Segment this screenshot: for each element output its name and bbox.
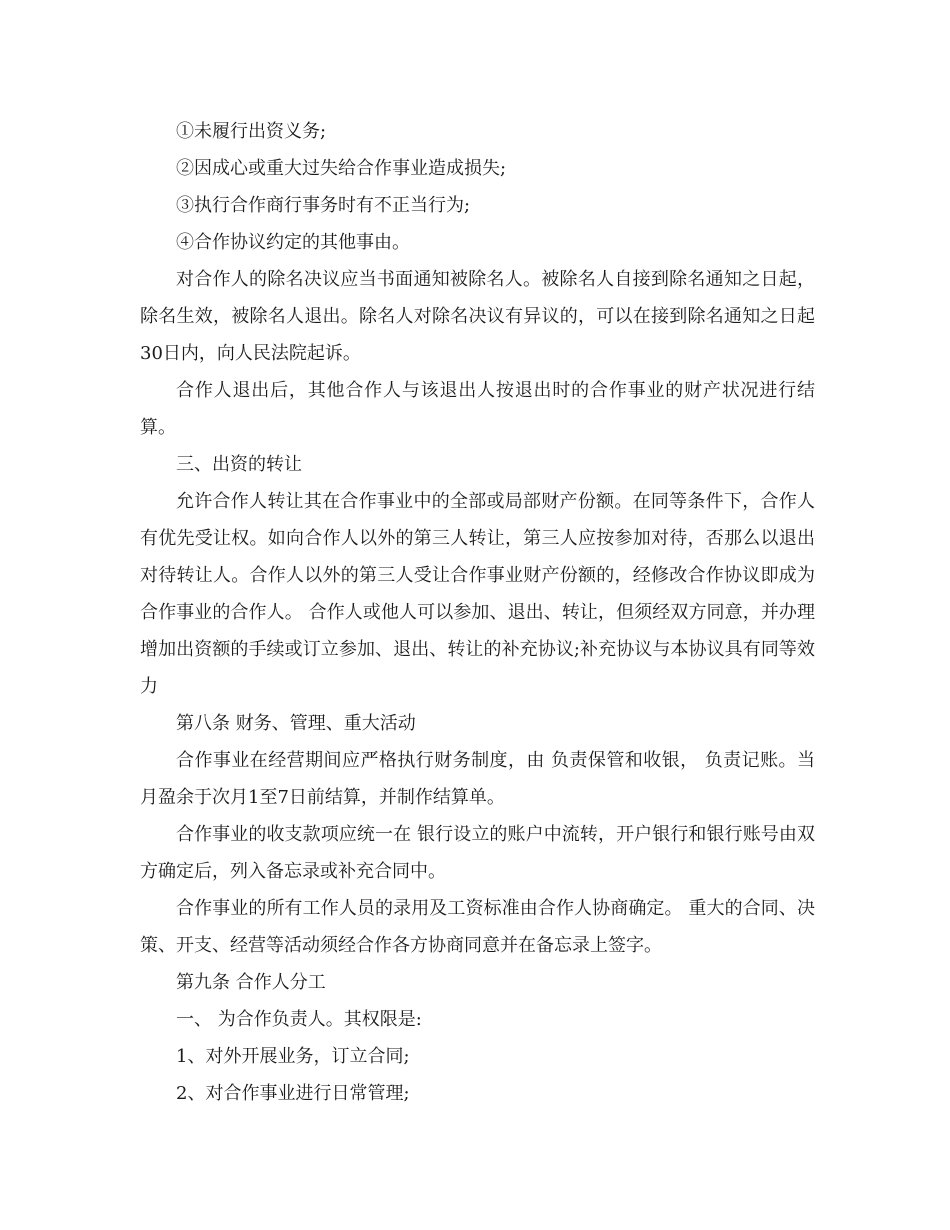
paragraph-2: ②因成心或重大过失给合作事业造成损失; xyxy=(176,158,507,179)
section-heading-3: 三、出资的转让 xyxy=(176,454,302,475)
paragraph-1: ①未履行出资义务; xyxy=(176,121,327,142)
paragraph-14: 一、 为合作负责人。其权限是: xyxy=(176,1009,422,1030)
paragraph-8: 允许合作人转让其在合作事业中的全部或局部财产份额。在同等条件下，合作人有优先受让权。如向合作人以外的第三人转让，第三人应按参加对待，否那么以退出对待转让人。合作人以外的第三人受让合作事业财产份额的，经修改合作协议即成为合作事业的合作人。 合作人或他人可以参加、退出、转让，但须经双方同意，并办理增加出资额的手续或订立参加、退出、转让的补充协议;补充协议与本协议具有同等效力 xyxy=(140,491,815,697)
paragraph-12: 合作事业的所有工作人员的录用及工资标准由合作人协商确定。 重大的合同、决策、开支、经营等活动须经合作各方协商同意并在备忘录上签字。 xyxy=(140,898,815,956)
paragraph-4: ④合作协议约定的其他事由。 xyxy=(176,232,410,253)
paragraph-10: 合作事业在经营期间应严格执行财务制度，由 负责保管和收银， 负责记账。当月盈余于次月1至7日前结算，并制作结算单。 xyxy=(140,750,815,808)
article-heading-9: 第九条 合作人分工 xyxy=(176,972,326,993)
paragraph-5: 对合作人的除名决议应当书面通知被除名人。被除名人自接到除名通知之日起，除名生效，被除名人退出。除名人对除名决议有异议的，可以在接到除名通知之日起30日内，向人民法院起诉。 xyxy=(140,269,815,364)
paragraph-16: 2、对合作事业进行日常管理; xyxy=(176,1083,410,1104)
paragraph-15: 1、对外开展业务，订立合同; xyxy=(176,1046,410,1067)
paragraph-6: 合作人退出后，其他合作人与该退出人按退出时的合作事业的财产状况进行结算。 xyxy=(140,380,815,438)
paragraph-3: ③执行合作商行事务时有不正当行为; xyxy=(176,195,471,216)
document-body xyxy=(140,113,815,1112)
article-heading-8: 第八条 财务、管理、重大活动 xyxy=(176,713,416,734)
paragraph-11: 合作事业的收支款项应统一在 银行设立的账户中流转，开户银行和银行账号由双方确定后，列入备忘录或补充合同中。 xyxy=(140,824,815,882)
